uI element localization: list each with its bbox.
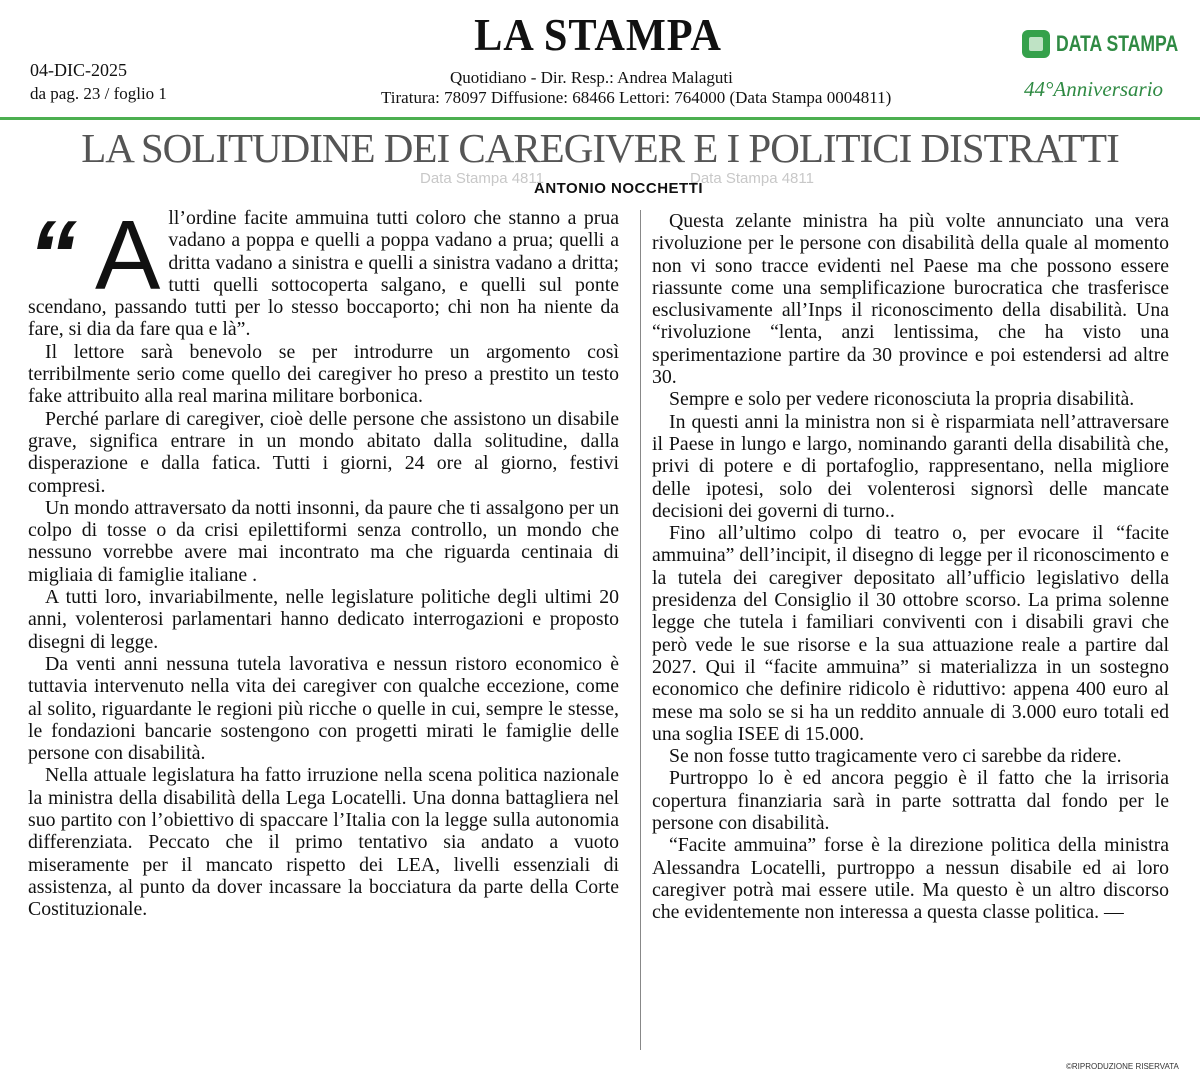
page-reference: da pag. 23 / foglio 1 [30,84,167,103]
watermark: Data Stampa 4811 [690,170,814,187]
paragraph-text: ll’ordine facite ammuina tutti coloro che stanno a prua vadano a poppa e quelli a poppa vadano a prua; quelli a dritta vadano a sinistra e quelli a sinistra vadano a dritta; tutti quelli sottocoperta salgano, e quelli sul ponte scendano, passando tutti per lo stesso boccaporto; chi non ha niente da fare, si dia da fare qua e là”. [28,207,619,341]
article-paragraph: Da venti anni nessuna tutela lavorativa e nessun ristoro economico è tuttavia intervenuto nella vita dei caregiver con qualche eccezione, come al solito, riguardante le regioni più ricche o quelle in cui, sempre le stesse, le fondazioni bancarie sostengono con progetti mirati le famiglie delle persone con disabilità. [28,652,619,765]
article-paragraph: A tutti loro, invariabilmente, nelle legislature politiche degli ultimi 20 anni, volenterosi parlamentari hanno dedicato interrogazioni e proposto disegni di legge. [28,586,619,653]
article-paragraph: Un mondo attraversato da notti insonni, da paure che ti assalgono per un colpo di tosse o da crisi epilettiformi senza controllo, un mondo che nessuno vorrebbe avere mai incontrato ma che riguarda centinaia di migliaia di famiglie italiane . [28,496,619,586]
newspaper-logo: LA STAMPA [474,9,722,60]
dropcap-letter: A [95,200,161,310]
data-stampa-logo [1022,30,1200,58]
publication-info: Quotidiano - Dir. Resp.: Andrea Malaguti [450,68,733,87]
data-stampa-logo-text: DATA STAMPA [1056,31,1179,56]
article-paragraph: Se non fosse tutto tragicamente vero ci sarebbe da ridere. [669,745,1122,768]
data-stampa-logo-icon [1022,30,1050,58]
article-paragraph: In questi anni la ministra non si è risparmiata nell’attraversare il Paese in lungo e largo, nominando garanti della disabilità che, privi di potere e di portafoglio, rappresentano, nella migliore delle ipotesi, solo dei volenterosi signorsì delle mancate decisioni dei governi di turno.. [652,410,1169,522]
article-paragraph: Fino all’ultimo colpo di teatro o, per evocare il “facite ammuina” dell’incipit, il disegno di legge per il riconoscimento e la tutela dei caregiver depositato all’ufficio legislativo della presidenza del Consiglio il 30 ottobre scorso. La prima solenne legge che tutela i familiari conviventi con i disabili gravi che però vede le sue risorse e la sua attuazione reale a partire dal 2027. Qui il “facite ammuina” si materializza in un sostegno economico che definire ridicolo è riduttivo: appena 400 euro al mese ma solo se si ha un reddito annuale di 3.000 euro totali ed una soglia ISEE di 15.000. [652,522,1169,745]
article-paragraph [28,200,619,341]
article-column-right [652,210,1169,924]
article-paragraph: Perché parlare di caregiver, cioè delle persone che assistono un disabile grave, significa entrare in un mondo abitato dalla solitudine, dalla disperazione e dalla fatica. Tutti i giorni, 24 ore al giorno, festivi compresi. [28,407,619,497]
article-paragraph: Questa zelante ministra ha più volte annunciato una vera rivoluzione per le persone con disabilità della quale al momento non vi sono tracce evidenti nel Paese ma che possono essere riassunte come una semplificazione burocratica che trasferisce esclusivamente all’Inps il riconoscimento della disabilità. Una “rivoluzione “lenta, anzi lentissima, che ha visto una sperimentazione partire da 30 province e poi estendersi ad altre 30. [652,210,1169,389]
article-headline: LA SOLITUDINE DEI CAREGIVER E I POLITICI DISTRATTI [81,125,1119,171]
anniversary-label: 44°Anniversario [1024,77,1164,101]
article-column-left [28,200,619,921]
header-divider [0,117,1200,120]
article-paragraph: Purtroppo lo è ed ancora peggio è il fatto che la irrisoria copertura finanziaria sarà in parte sottratta dal fondo per le persone con disabilità. [652,767,1169,835]
article-paragraph: Nella attuale legislatura ha fatto irruzione nella scena politica nazionale la ministra della disabilità della Lega Locatelli. Una donna battagliera nel suo partito con l’obiettivo di spaccare l’Italia con la legge sulla autonomia differenziata. Peccato che il primo tentativo sia andato a vuoto miseramente per il mancato rispetto dei LEA, livelli essenziali di assistenza, al punto da dover incassare la bocciatura da parte della Corte Costituzionale. [28,764,619,921]
dropcap [28,200,161,310]
article-paragraph: Sempre e solo per vedere riconosciuta la propria disabilità. [669,388,1135,411]
watermark: Data Stampa 4811 [420,170,544,187]
opening-quote-mark: “ [28,200,73,310]
circulation-info: Tiratura: 78097 Diffusione: 68466 Lettori: 764000 (Data Stampa 0004811) [381,88,892,107]
clipping-date: 04-DIC-2025 [30,60,127,80]
article-paragraph: “Facite ammuina” forse è la direzione politica della ministra Alessandra Locatelli, purtroppo a nessun disabile ed ai loro caregiver potrà mai essere utile. Ma questo è un altro discorso che evidentemente non interessa a questa classe politica. — [652,834,1169,924]
copyright-notice: ©RIPRODUZIONE RISERVATA [1066,1062,1179,1071]
column-divider [640,210,641,1050]
article-author: ANTONIO NOCCHETTI [534,180,704,197]
article-paragraph: Il lettore sarà benevolo se per introdurre un argomento così terribilmente serio come quello dei caregiver ho preso a prestito un testo fake attribuito alla real marina militare borbonica. [28,340,619,408]
